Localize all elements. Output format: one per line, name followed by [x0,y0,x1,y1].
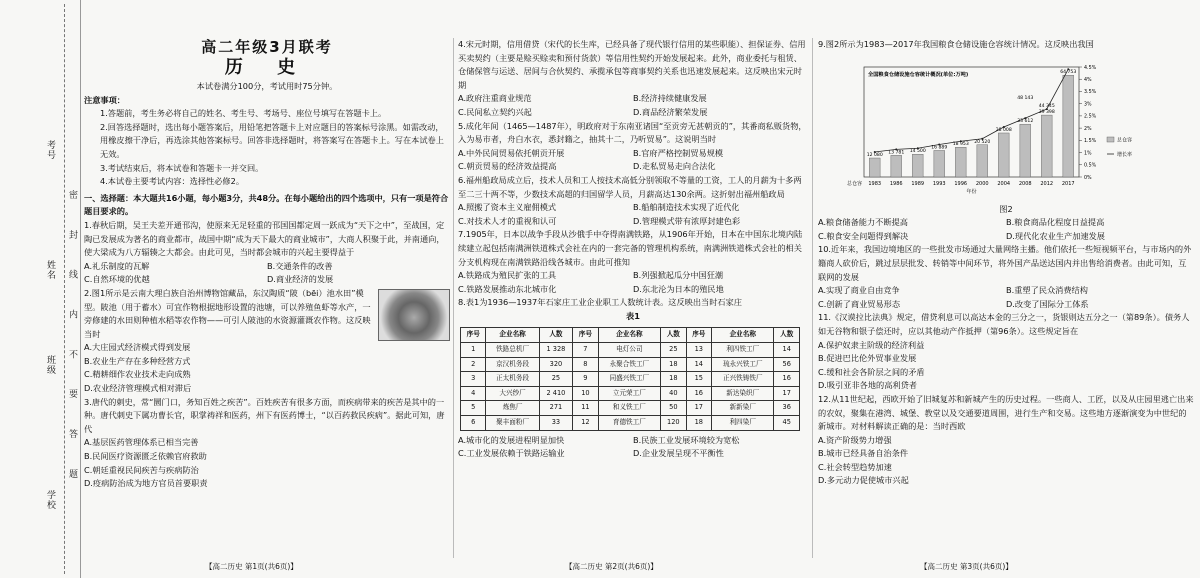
bar-data-label: 13 781 [888,149,905,155]
table-header-cell: 序号 [686,328,711,343]
extra-data-label: 44 345 [1038,103,1055,109]
table-cell: 18 [661,357,686,372]
option-d: D.企业发展呈现不平衡性 [633,448,724,459]
option-d: D.多元动力促使城市兴起 [818,475,909,486]
bar [955,147,966,177]
option-c: C.精耕细作农业技术走向成熟 [84,369,191,380]
bar-data-label: 64 753 [1060,69,1077,75]
option-d: D.改变了国际分工体系 [1006,298,1089,309]
question-1-stem: 1.春秋后期，吴王夫差开通邗沟，使原来无足轻重的邗国国都定周一跃成为“天下之中”，至战国，定陶已发展成为著名的商业都市，战国中期“成为天下最大的商业城市”，大商人积聚于此，并南通向，使大梁成为八方辐辏之大都会。由此可见，当时都会城市的兴起主要得益于 [84,219,445,258]
table-row [461,372,800,387]
table-header-cell: 企业名称 [712,328,774,343]
option-a: A.礼乐制度的瓦解 [84,260,150,271]
right-axis-tick-label: 2.5% [1084,114,1097,120]
chart-title: 全国粮食仓储设施仓容统计概况(单位:万吨) [868,71,969,78]
question-7-stem: 7.1905年，日本以战争手段从沙俄手中夺得南满铁路，从1906年开始，日本在中国东北境内陆续建立起包括南满洲铁道株式会社在内的一套完备的管理机构系统，南满洲铁道株式会社的相关分支机构现在南满铁路沿线各城市。由此可推知 [458,229,803,267]
option-c: C.民间私立契约兴起 [458,106,532,117]
bar-data-label: 12 080 [866,152,883,158]
question-10-options [818,298,1194,312]
bar [977,144,988,176]
x-tick-label: 1986 [889,180,903,187]
figure-2-caption: 图2 [999,203,1013,214]
table-cell: 18 [661,372,686,387]
bar-data-label: 28 008 [995,127,1012,133]
right-axis-tick-label: 2% [1084,126,1092,132]
table-cell: 320 [539,357,572,372]
bar [1063,75,1074,177]
table-cell: 同盛兴铁工厂 [598,372,660,387]
page-1 [84,38,450,491]
table-cell: 18 [686,416,711,431]
question-6-options [458,201,808,215]
question-8-stem: 8.表1为1936—1937年石家庄工业企业职工人数统计表。这反映出当时石家庄 [458,297,742,308]
growth-point [1067,68,1069,70]
option-a: A.铁路成为殖民扩张的工具 [458,270,557,281]
table-cell: 17 [774,386,800,401]
page-2 [458,38,808,461]
table-cell: 琉永兴铁工厂 [712,357,774,372]
table-row [461,357,800,372]
table-cell: 45 [774,416,800,431]
question-10-options [818,284,1194,298]
option-b: B.交通条件的改善 [267,260,333,271]
y-axis-label: 总仓容 [846,180,862,187]
table-cell: 13 [686,343,711,358]
note-item: 3.考试结束后，将本试卷和答题卡一并交回。 [100,162,264,173]
school-label: 学校 [45,490,55,510]
question-9-options [818,216,1194,230]
table-cell: 8 [573,357,598,372]
bar-data-label: 18 953 [952,141,969,147]
question-1-options [84,273,450,287]
table-header-cell: 企业名称 [486,328,539,343]
table-header-cell: 人数 [774,328,800,343]
question-7-options [458,269,808,283]
question-1-options [84,260,450,274]
table-cell: 33 [539,416,572,431]
table-header-cell: 序号 [573,328,598,343]
option-c: C.缓和社会各阶层之间的矛盾 [818,366,925,377]
question-2 [84,287,450,396]
option-c: C.自然环境的优越 [84,274,150,285]
option-b: B.经济持续健康发展 [633,93,707,104]
page-3 [818,38,1194,488]
question-8-options [458,447,808,461]
question-11-stem: 11.《汉谟拉比法典》规定，借贷利息可以高达本金的三分之一，货银则达五分之一（第89条）。债务人如无谷物和银子偿还时，应以其他动产作抵押（第96条）。这些规定旨在 [818,312,1190,336]
bar [912,154,923,177]
bar-data-label: 20 520 [974,139,991,145]
growth-point [1024,117,1026,119]
option-d: D.农业经济管理模式相对滞后 [84,383,192,394]
bar-data-label: 14 500 [909,148,926,154]
option-b: B.重塑了民众消费结构 [1006,285,1088,296]
table-cell: 育德铁工厂 [598,416,660,431]
storage-capacity-chart [824,53,1154,203]
option-a: A.中外民间贸易依托朝贡开展 [458,147,565,158]
table-cell: 利四染厂 [712,416,774,431]
note-item: 2.回答选择题时，选出每小题答案后，用铅笔把答题卡上对应题目的答案标号涂黑。如需改动，用橡皮擦干净后，再选涂其他答案标号。回答非选择题时，将答案写在答题卡上。写在本试卷上无效。 [100,121,444,159]
legend-label: 总仓容 [1117,137,1133,144]
section-heading: 一、选择题：本大题共16小题，每小题3分，共48分。在每小题给出的四个选项中，只有一项是符合题目要求的。 [84,192,449,217]
option-d: D.疫病防治成为地方官员首要职责 [84,478,208,489]
table-header-cell: 人数 [539,328,572,343]
growth-point [960,140,962,142]
table-cell: 1 [461,343,486,358]
table-cell: 12 [573,416,598,431]
option-b: B.促进巴比伦外贸事业发展 [818,353,917,364]
option-b: B.粮食商品化程度日益提高 [1006,217,1105,228]
bar [1041,115,1052,177]
table-row [461,386,800,401]
x-tick-label: 2017 [1061,180,1075,187]
option-b: B.民族工业发展环境较为宽松 [633,434,740,445]
right-axis-tick-label: 3.5% [1084,89,1097,95]
x-tick-label: 2004 [997,180,1011,187]
question-9-options [818,230,1194,244]
table-cell: 14 [686,357,711,372]
table-cell: 11 [573,401,598,416]
table-cell: 6 [461,416,486,431]
option-c: C.朝贡贸易的经济效益提高 [458,161,557,172]
table-title: 表1 [626,310,640,321]
table-cell: 25 [539,372,572,387]
table-cell: 1 328 [539,343,572,358]
table-cell: 新达染织厂 [712,386,774,401]
page-footer: 【高二历史 第3页(共6页)】 [920,562,1013,571]
table-cell: 利四铁工厂 [712,343,774,358]
option-d: D.商品经济繁荣发展 [633,106,708,117]
option-b: B.民间医疗资源匮乏依赖官府救助 [84,451,207,462]
growth-point [917,147,919,149]
table-cell: 2 410 [539,386,572,401]
x-tick-label: 1983 [868,180,882,187]
right-axis-tick-label: 3% [1084,102,1092,108]
bar [1020,124,1031,177]
table-cell: 炼焦厂 [486,401,539,416]
option-a: A.粮食储备能力不断提高 [818,217,908,228]
question-8-options [458,434,808,448]
notes-title: 注意事项： [84,94,125,105]
page-footer: 【高二历史 第2页(共6页)】 [565,562,658,571]
table-cell: 9 [573,372,598,387]
exam-title: 高二年级3月联考 [201,38,333,56]
name-label: 姓名 [45,260,55,280]
question-5-stem: 5.成化年间（1465—1487年），明政府对于东南亚诸国“至贡旁无甚朝贡的”，其番商私贩货物，入为易市者，舟白水衣，悉封籍之，抽其十二，乃听贸易”。这说明当时 [458,120,807,145]
question-12-stem: 12.从11世纪起，西欧开始了旧城复苏和新城产生的历史过程。一些商人、工匠，以及从庄园里逃亡出来的农奴，聚集在港湾、城堡、教堂以及交通要道周围，进行生产和交易。这些地方逐渐演变为中世纪的新城市。对材料解读正确的是：当时西欧 [818,393,1194,432]
subject-title: 历 史 [224,57,310,78]
extra-data-label: 48 143 [1017,95,1034,101]
right-axis-tick-label: 0.5% [1084,163,1097,169]
question-6-stem: 6.福州船政局成立后，技术人员和工人按技术高低分别领取不等量的工资，工人的月薪为十多两至二三十两不等，少数技术高超的归国留学人员，月薪高达130余两。这折射出福州船政局 [458,174,802,199]
legend-swatch-bars [1107,137,1114,142]
table-cell: 永聚合铁工厂 [598,357,660,372]
table-cell: 4 [461,386,486,401]
seal-warning: 密 封 线 内 不 要 答 题 [67,190,77,493]
table-cell: 7 [573,343,598,358]
x-tick-label: 2008 [1018,180,1032,187]
right-axis-tick-label: 4% [1084,77,1092,83]
table-cell: 和义铁工厂 [598,401,660,416]
option-d: D.走私贸易走向合法化 [633,161,716,172]
option-b: B.城市已经具备自治条件 [818,448,909,459]
bar-data-label: 16 889 [931,145,948,151]
option-c: C.社会转型趋势加速 [818,461,892,472]
binding-margin [0,0,81,578]
x-tick-label: 1993 [932,180,946,187]
growth-point [981,137,983,139]
option-c: C.粮食安全问题得到解决 [818,230,909,241]
bar [934,150,945,177]
bar [891,155,902,177]
question-2-stem: 2.图1所示是云南大理白族自治州博物馆藏品，东汉陶质“陂（bēi）池水田”模型。陂池（用于蓄水）可宜作物根据地形设置的池塘，可以养殖鱼虾等水产，一旁修建的水田则种植水稻等农作物——可引人陂池的水资源灌溉农作物。这反映当时 [84,287,371,339]
right-axis-tick-label: 0% [1084,175,1092,181]
option-a: A.保护奴隶主阶级的经济利益 [818,339,925,350]
legend-label: 增长率 [1117,151,1133,158]
question-5-options [458,147,808,161]
option-a: A.照搬了资本主义雇佣模式 [458,202,557,213]
option-c: C.铁路发展推动东北城市化 [458,283,557,294]
table-header-row [461,328,800,343]
table-cell: 京汉机务段 [486,357,539,372]
table-cell: 50 [661,401,686,416]
exam-info: 本试卷满分100分，考试用时75分钟。 [196,81,338,91]
table-cell: 聚丰面粉厂 [486,416,539,431]
option-c: C.创新了商业贸易形态 [818,298,901,309]
option-a: A.大庄园式经济模式得到发展 [84,342,191,353]
bar [998,133,1009,177]
figure-1-image [378,289,450,341]
note-item: 1.答题前，考生务必将自己的姓名、考生号、考场号、座位号填写在答题卡上。 [100,108,387,119]
question-5-options [458,160,808,174]
question-4-options [458,92,808,106]
option-d: D.管理模式带有浓厚封建色彩 [633,215,741,226]
option-b: B.农业生产存在多种经营方式 [84,355,191,366]
option-a: A.资产阶级势力增强 [818,434,892,445]
x-tick-label: 2012 [1040,180,1054,187]
table-cell: 大兴纱厂 [486,386,539,401]
table-header-cell: 企业名称 [598,328,660,343]
table-header-cell: 人数 [661,328,686,343]
page-footer: 【高二历史 第1页(共6页)】 [205,562,298,571]
growth-point [1003,126,1005,128]
column-divider [453,38,454,558]
question-4-stem: 4.宋元时期，信用借贷（宋代的长生库，已经具备了现代银行信用的某些职能）、担保证券、信用买卖契约（主要是赊买赊卖和预付货款）等信用性契约开始发展起来。此外，商业委托与租赁、仓储保管与运送、居间与合伙契约、承揽承包等商事契约关系也迅速发展起来。这反映出宋元时期 [458,39,806,90]
option-d: D.吸引亚非各地的高利贷者 [818,380,917,391]
table-cell: 新新染厂 [712,401,774,416]
bar-data-label: 33 612 [1017,118,1034,124]
option-a: A.政府注重商业规范 [458,93,532,104]
option-c: C.对技术人才的重视和认可 [458,215,557,226]
question-6-options [458,215,808,229]
table-cell: 立元荣工厂 [598,386,660,401]
right-axis-tick-label: 1.5% [1084,138,1097,144]
option-b: B.官府严格控制贸易规模 [633,147,724,158]
table-cell: 16 [774,372,800,387]
option-d: D.现代化农业生产加速发展 [1006,230,1105,241]
table-cell: 120 [661,416,686,431]
seal-line [64,4,65,574]
question-10-stem: 10.近年来，我国边境地区的一些批发市场通过大量网络主播。他们依托一些短视频平台，与市场内的外籍商人砍价后，跳过层层批发、转销等中间环节，将外国产品送达国内并出售给消费者。由此可知，互联网的发展 [818,244,1192,282]
table-cell: 10 [573,386,598,401]
table-cell: 正兴铁铸铁厂 [712,372,774,387]
table-row [461,416,800,431]
table-header-cell: 序号 [461,328,486,343]
bar-data-label: 39 398 [1038,109,1055,115]
option-c: C.朝廷重视民间疾苦与疾病防治 [84,464,199,475]
table-cell: 2 [461,357,486,372]
growth-point [874,151,876,153]
option-d: D.东北沦为日本的殖民地 [633,283,724,294]
table-cell: 36 [774,401,800,416]
table-row [461,401,800,416]
table-cell: 16 [686,386,711,401]
table-row [461,343,800,358]
option-a: A.城市化的发展进程明显加快 [458,434,565,445]
option-c: C.工业发展依赖于铁路运输业 [458,448,565,459]
question-3-stem: 3.唐代的刺史，常“圜门口，务知百姓之疾苦”。百姓疾苦有很多方面，而疾病带来的疾苦是其中的一种。唐代刺史下属功曹长官，职掌祷祥和医药，州下有医药博士，“以百药救民疾病”。据此可知，唐代 [84,396,445,434]
note-item: 4.本试卷主要考试内容：选择性必修2。 [100,176,245,187]
question-7-options [458,283,808,297]
question-9-stem: 9.图2所示为1983—2017年我国粮食仓储设施仓容统计情况。这反映出我国 [818,39,1094,49]
table-cell: 271 [539,401,572,416]
option-b: B.列强掀起瓜分中国狂潮 [633,270,724,281]
table-cell: 15 [686,372,711,387]
x-tick-label: 1996 [954,180,968,187]
table-cell: 正太机务段 [486,372,539,387]
table-cell: 5 [461,401,486,416]
option-a: A.实现了商业自由竞争 [818,285,900,296]
right-axis-tick-label: 1% [1084,150,1092,156]
class-label: 班级 [45,355,55,375]
right-axis-tick-label: 4.5% [1084,65,1097,71]
option-a: A.基层医药管理体系已相当完善 [84,437,199,448]
growth-point [938,143,940,145]
bar [869,158,880,177]
table-cell: 铁路总机厂 [486,343,539,358]
table-cell: 56 [774,357,800,372]
table-cell: 电灯公司 [598,343,660,358]
option-d: D.商业经济的发展 [267,274,334,285]
x-tick-label: 2000 [975,180,989,187]
column-divider [812,38,813,558]
table-cell: 17 [686,401,711,416]
table-cell: 40 [661,386,686,401]
x-axis-label: 年份 [966,188,977,195]
exam-no-label: 考号 [45,140,55,160]
table-cell: 14 [774,343,800,358]
table-cell: 25 [661,343,686,358]
employee-table [460,327,800,430]
x-tick-label: 1989 [911,180,925,187]
option-b: B.船舶制造技术实现了近代化 [633,202,740,213]
table-cell: 3 [461,372,486,387]
question-4-options [458,106,808,120]
growth-point [895,148,897,150]
